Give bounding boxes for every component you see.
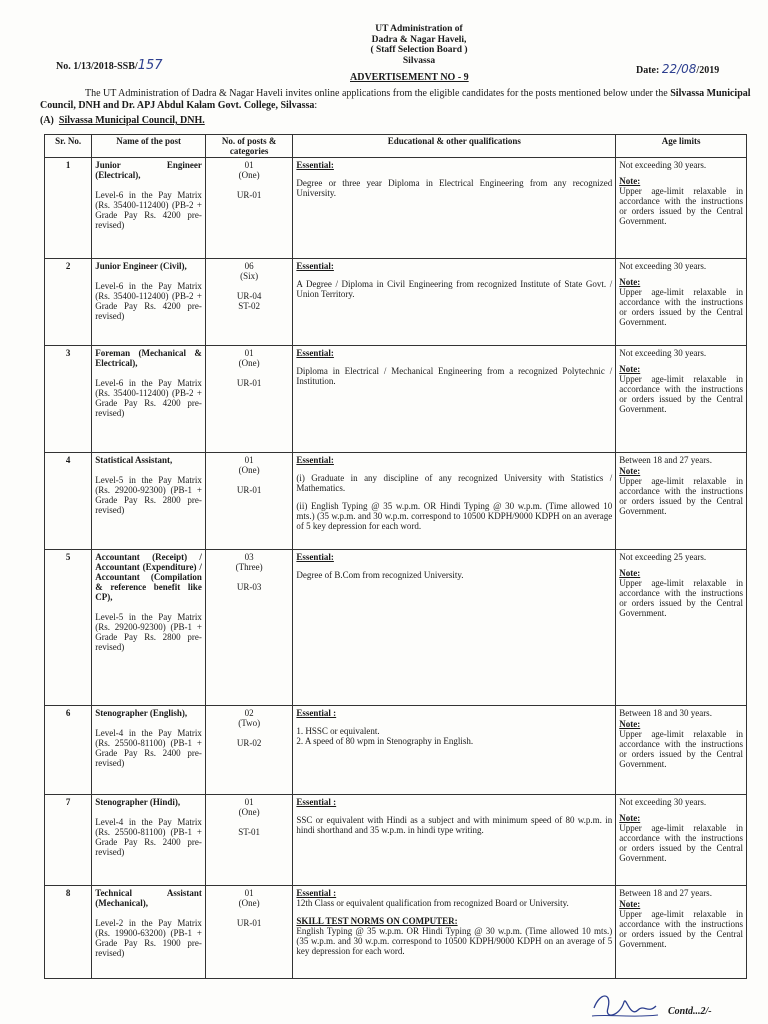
cell-age <box>616 886 747 979</box>
reference-number-printed: No. 1/13/2018-SSB/ <box>56 61 138 72</box>
post-name: Accountant (Receipt) / Accountant (Expenditure) / Accountant (Compilation & reference benefit like CP), <box>95 552 202 602</box>
table-row <box>45 453 747 550</box>
reference-number <box>56 58 163 73</box>
cell-sr: 8 <box>45 886 92 979</box>
post-name: Junior Engineer (Electrical), <box>95 160 202 180</box>
date-handwritten: 22/08 <box>661 62 697 76</box>
essential-label: Essential: <box>296 160 334 170</box>
skill-test-label: SKILL TEST NORMS ON COMPUTER: <box>296 916 458 926</box>
age-limit: Between 18 and 27 years. <box>619 455 712 465</box>
post-count-words: (One) <box>238 170 260 180</box>
note-label: Note: <box>619 364 641 374</box>
cell-age <box>616 259 747 346</box>
continued-note: Contd...2/- <box>668 1006 712 1017</box>
cell-qualification <box>293 706 616 795</box>
post-count-words: (One) <box>238 807 260 817</box>
signature-icon <box>590 988 660 1022</box>
essential-label: Essential : <box>296 888 337 898</box>
pay-scale: Level-6 in the Pay Matrix (Rs. 35400-112400) (PB-2 + Grade Pay Rs. 4200 pre-revised) <box>95 281 202 321</box>
advertisement-title: ADVERTISEMENT NO - 9 <box>350 72 469 83</box>
qualification-text-2: English Typing @ 35 w.p.m. OR Hindi Typing @ 30 w.p.m. (Time allowed 10 mts.) (35 w.p.m. and 30 w.p.m. correspond to 10500 KDPH/9000 KDPH on an average of 5 key depression for each word. <box>296 926 613 956</box>
category: UR-01 <box>236 485 262 495</box>
post-count: 06 <box>244 261 254 271</box>
cell-age <box>616 453 747 550</box>
age-note: Upper age-limit relaxable in accordance with the instructions or orders issued by the Central Government. <box>619 287 743 327</box>
essential-label: Essential: <box>296 348 334 358</box>
cell-qualification <box>293 346 616 453</box>
header-line-3: ( Staff Selection Board ) <box>370 45 468 55</box>
note-label: Note: <box>619 277 641 287</box>
age-note: Upper age-limit relaxable in accordance with the instructions or orders issued by the Central Government. <box>619 476 743 516</box>
cell-age <box>616 550 747 706</box>
section-heading <box>40 115 205 126</box>
reference-number-handwritten: 157 <box>137 58 163 73</box>
table-row <box>45 259 747 346</box>
qualification-text: 12th Class or equivalent qualification from recognized Board or University. <box>296 898 569 908</box>
cell-sr: 2 <box>45 259 92 346</box>
post-count: 03 <box>244 552 254 562</box>
note-label: Note: <box>619 813 641 823</box>
cell-post <box>92 453 206 550</box>
cell-qualification <box>293 550 616 706</box>
pay-scale: Level-5 in the Pay Matrix (Rs. 29200-92300) (PB-1 + Grade Pay Rs. 2800 pre-revised) <box>95 612 202 652</box>
cell-count <box>205 453 292 550</box>
intro-part-2: : <box>314 100 318 111</box>
post-count-words: (Six) <box>240 271 259 281</box>
pay-scale: Level-6 in the Pay Matrix (Rs. 35400-112400) (PB-2 + Grade Pay Rs. 4200 pre-revised) <box>95 378 202 418</box>
note-label: Note: <box>619 899 641 909</box>
qualification-text: A Degree / Diploma in Civil Engineering from recognized Institute of State Govt. / Union Territory. <box>296 279 613 299</box>
post-count: 01 <box>244 160 254 170</box>
post-count-words: (Three) <box>235 562 263 572</box>
cell-qualification <box>293 453 616 550</box>
post-count: 02 <box>244 708 254 718</box>
cell-sr: 7 <box>45 795 92 886</box>
cell-count <box>205 706 292 795</box>
cell-count <box>205 346 292 453</box>
age-limit: Not exceeding 30 years. <box>619 348 707 358</box>
cell-qualification <box>293 795 616 886</box>
cell-sr: 3 <box>45 346 92 453</box>
category: ST-01 <box>238 827 260 837</box>
intro-bold: Silvassa Municipal Council, DNH and Dr. APJ Abdul Kalam Govt. College, Silvassa <box>40 88 751 111</box>
header-post-name: Name of the post <box>92 135 206 158</box>
post-name: Junior Engineer (Civil), <box>95 261 187 271</box>
category: UR-01 <box>236 190 262 200</box>
category: UR-04 <box>236 291 262 301</box>
post-name: Statistical Assistant, <box>95 455 173 465</box>
header-sr-no: Sr. No. <box>45 135 92 158</box>
section-title: Silvassa Municipal Council, DNH. <box>58 115 205 126</box>
cell-count <box>205 795 292 886</box>
age-limit: Not exceeding 30 years. <box>619 160 707 170</box>
header-age-limits: Age limits <box>616 135 747 158</box>
post-name: Technical Assistant (Mechanical), <box>95 888 202 908</box>
age-limit: Not exceeding 25 years. <box>619 552 707 562</box>
essential-label: Essential: <box>296 455 334 465</box>
qualification-text: Degree of B.Com from recognized University. <box>296 570 464 580</box>
post-count-words: (One) <box>238 898 260 908</box>
pay-scale: Level-2 in the Pay Matrix (Rs. 19900-63200) (PB-1 + Grade Pay Rs. 1900 pre-revised) <box>95 918 202 958</box>
cell-qualification <box>293 259 616 346</box>
pay-scale: Level-4 in the Pay Matrix (Rs. 25500-81100) (PB-1 + Grade Pay Rs. 2400 pre-revised) <box>95 817 202 857</box>
cell-qualification <box>293 886 616 979</box>
note-label: Note: <box>619 466 641 476</box>
post-name: Foreman (Mechanical & Electrical), <box>95 348 202 368</box>
cell-age <box>616 706 747 795</box>
qualification-text-2: (ii) English Typing @ 35 w.p.m. OR Hindi Typing @ 30 w.p.m. (Time allowed 10 mts.) (35 w.p.m. and 30 w.p.m. correspond to 10500 KDPH/9000 KDPH on an average of 5 key depression for each word. <box>296 501 613 531</box>
pay-scale: Level-5 in the Pay Matrix (Rs. 29200-92300) (PB-1 + Grade Pay Rs. 2800 pre-revised) <box>95 475 202 515</box>
table-header-row <box>45 135 747 158</box>
table-row <box>45 158 747 259</box>
qualification-text: (i) Graduate in any discipline of any recognized University with Statistics / Mathematics. <box>296 473 613 493</box>
essential-label: Essential : <box>296 797 337 807</box>
table-row <box>45 886 747 979</box>
cell-count <box>205 158 292 259</box>
cell-sr: 6 <box>45 706 92 795</box>
age-note: Upper age-limit relaxable in accordance with the instructions or orders issued by the Central Government. <box>619 909 743 949</box>
posts-table <box>44 134 747 979</box>
cell-count <box>205 259 292 346</box>
age-limit: Between 18 and 30 years. <box>619 708 712 718</box>
age-limit: Between 18 and 27 years. <box>619 888 712 898</box>
qualification-text: 1. HSSC or equivalent. <box>296 726 380 736</box>
age-note: Upper age-limit relaxable in accordance with the instructions or orders issued by the Central Government. <box>619 578 743 618</box>
cell-post <box>92 346 206 453</box>
post-count-words: (Two) <box>238 718 261 728</box>
post-count: 01 <box>244 348 254 358</box>
cell-post <box>92 550 206 706</box>
category: ST-02 <box>238 301 260 311</box>
intro-part-1: The UT Administration of Dadra & Nagar Haveli invites online applications from the eligible candidates for the posts mentioned below under the <box>85 88 671 99</box>
category: UR-03 <box>236 582 262 592</box>
qualification-text-2: 2. A speed of 80 wpm in Stenography in English. <box>296 736 474 746</box>
cell-post <box>92 158 206 259</box>
note-label: Note: <box>619 176 641 186</box>
cell-count <box>205 550 292 706</box>
cell-sr: 1 <box>45 158 92 259</box>
cell-post <box>92 259 206 346</box>
cell-age <box>616 346 747 453</box>
qualification-text: Degree or three year Diploma in Electrical Engineering from any recognized University. <box>296 178 613 198</box>
category: UR-02 <box>236 738 262 748</box>
essential-label: Essential: <box>296 261 334 271</box>
note-label: Note: <box>619 719 641 729</box>
table-row <box>45 706 747 795</box>
age-note: Upper age-limit relaxable in accordance with the instructions or orders issued by the Central Government. <box>619 374 743 414</box>
category: UR-01 <box>236 918 262 928</box>
post-count-words: (One) <box>238 358 260 368</box>
cell-post <box>92 706 206 795</box>
section-label: (A) <box>40 115 54 126</box>
cell-sr: 4 <box>45 453 92 550</box>
post-name: Stenographer (English), <box>95 708 188 718</box>
essential-label: Essential: <box>296 552 334 562</box>
table-row <box>45 795 747 886</box>
post-count: 01 <box>244 455 254 465</box>
pay-scale: Level-4 in the Pay Matrix (Rs. 25500-81100) (PB-1 + Grade Pay Rs. 2400 pre-revised) <box>95 728 202 768</box>
cell-sr: 5 <box>45 550 92 706</box>
age-note: Upper age-limit relaxable in accordance with the instructions or orders issued by the Central Government. <box>619 186 743 226</box>
age-limit: Not exceeding 30 years. <box>619 797 707 807</box>
age-note: Upper age-limit relaxable in accordance with the instructions or orders issued by the Central Government. <box>619 729 743 769</box>
header-line-2: Dadra & Nagar Haveli, <box>371 34 467 45</box>
cell-post <box>92 886 206 979</box>
intro-paragraph <box>40 88 755 112</box>
cell-age <box>616 795 747 886</box>
post-count: 01 <box>244 888 254 898</box>
cell-age <box>616 158 747 259</box>
header-qualifications: Educational & other qualifications <box>293 135 616 158</box>
header-line-4: Silvassa <box>402 55 436 66</box>
age-note: Upper age-limit relaxable in accordance with the instructions or orders issued by the Central Government. <box>619 823 743 863</box>
essential-label: Essential : <box>296 708 337 718</box>
qualification-text: SSC or equivalent with Hindi as a subject and with minimum speed of 80 w.p.m. in hindi shorthand and 35 w.p.m. in hindi type writing. <box>296 815 613 835</box>
cell-post <box>92 795 206 886</box>
pay-scale: Level-6 in the Pay Matrix (Rs. 35400-112400) (PB-2 + Grade Pay Rs. 4200 pre-revised) <box>95 190 202 230</box>
cell-qualification <box>293 158 616 259</box>
table-row <box>45 346 747 453</box>
post-count-words: (One) <box>238 465 260 475</box>
qualification-text: Diploma in Electrical / Mechanical Engineering from a recognized Polytechnic / Institution. <box>296 366 613 386</box>
table-row <box>45 550 747 706</box>
post-name: Stenographer (Hindi), <box>95 797 181 807</box>
age-limit: Not exceeding 30 years. <box>619 261 707 271</box>
category: UR-01 <box>236 378 262 388</box>
document-date <box>636 62 719 76</box>
cell-count <box>205 886 292 979</box>
date-year: /2019 <box>696 65 720 76</box>
date-label: Date: <box>636 65 660 76</box>
post-count: 01 <box>244 797 254 807</box>
header-line-1: UT Administration of <box>375 24 463 34</box>
header-posts-categories: No. of posts & categories <box>205 135 292 158</box>
note-label: Note: <box>619 568 641 578</box>
